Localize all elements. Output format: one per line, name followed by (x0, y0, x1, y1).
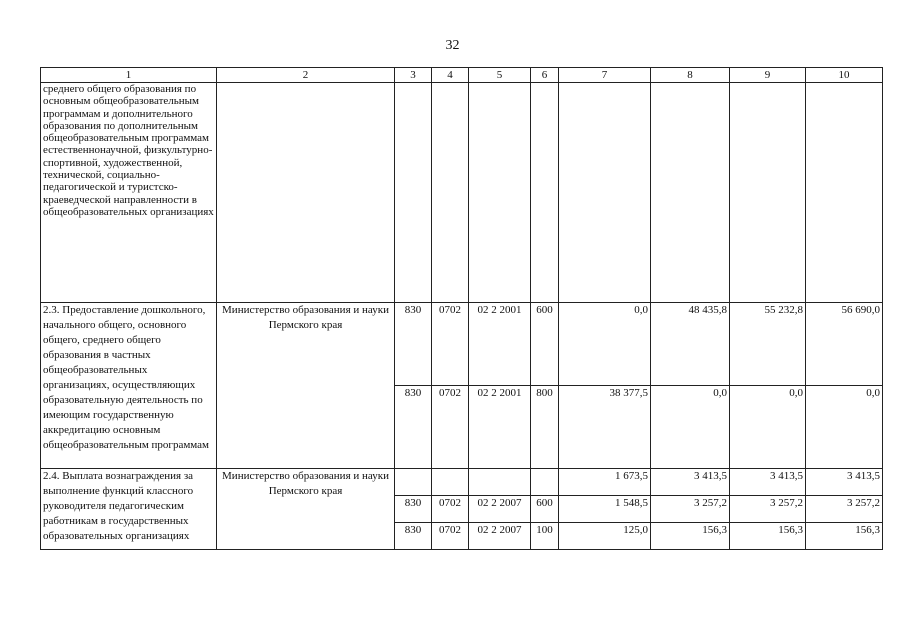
header-cell: 3 (395, 68, 432, 83)
cell-c8: 156,3 (651, 523, 730, 550)
cell-c8: 48 435,8 (651, 303, 730, 386)
cell-c10: 0,0 (806, 386, 883, 469)
cell-c3: 830 (395, 496, 432, 523)
header-cell: 10 (806, 68, 883, 83)
cell-c9: 156,3 (730, 523, 806, 550)
cell-c3: 830 (395, 303, 432, 386)
cell-c6: 600 (531, 496, 559, 523)
cell-c3: 830 (395, 523, 432, 550)
cell-c3 (395, 469, 432, 496)
cell-c8: 0,0 (651, 386, 730, 469)
table-row-continuation (41, 83, 883, 303)
cell-c4: 0702 (432, 303, 469, 386)
cell-c10: 156,3 (806, 523, 883, 550)
header-cell: 9 (730, 68, 806, 83)
cell-c6 (531, 469, 559, 496)
cell-c8: 3 257,2 (651, 496, 730, 523)
cell-c9: 3 257,2 (730, 496, 806, 523)
cell-c6: 600 (531, 303, 559, 386)
cell-c4: 0702 (432, 523, 469, 550)
cell-c5: 02 2 2001 (469, 386, 531, 469)
cell-c7: 38 377,5 (559, 386, 651, 469)
cell-c7: 1 673,5 (559, 469, 651, 496)
header-cell: 5 (469, 68, 531, 83)
header-cell: 8 (651, 68, 730, 83)
cell-c10: 56 690,0 (806, 303, 883, 386)
cell-c3: 830 (395, 386, 432, 469)
row-description: 2.3. Предоставление дошкольного, начального общего, основного общего, среднего общего образования в частных общеобразовательных организациях, осуществляющих образовательную деятельность по имеющим государственную аккредитацию основным общеобразовательным программам (41, 303, 217, 469)
cell-c5: 02 2 2001 (469, 303, 531, 386)
cell-c4: 0702 (432, 496, 469, 523)
cell-c8: 3 413,5 (651, 469, 730, 496)
header-cell: 6 (531, 68, 559, 83)
page-number: 32 (445, 38, 460, 53)
row-executor: Министерство образования и науки Пермского края (217, 303, 395, 469)
cell-c10: 3 413,5 (806, 469, 883, 496)
table-row-2-4 (41, 469, 883, 496)
cell-c7: 125,0 (559, 523, 651, 550)
cell-c7: 0,0 (559, 303, 651, 386)
header-cell: 1 (41, 68, 217, 83)
header-cell: 4 (432, 68, 469, 83)
cell-c9: 0,0 (730, 386, 806, 469)
row-description: среднего общего образования по основным общеобразовательным программам и дополнительного образования по дополнительным общеобразовательным программам естественнонаучной, физкультурно-спортивной, художественной, технической, социально-педагогической и туристско-краеведческой направленности в общеобразовательных организациях (41, 83, 217, 303)
cell-c5 (469, 469, 531, 496)
cell-c7: 1 548,5 (559, 496, 651, 523)
cell-c5: 02 2 2007 (469, 496, 531, 523)
cell-c5: 02 2 2007 (469, 523, 531, 550)
cell-c6: 100 (531, 523, 559, 550)
cell-c4 (432, 469, 469, 496)
row-description: 2.4. Выплата вознаграждения за выполнение функций классного руководителя педагогическим работникам в государственных образовательных организациях (41, 469, 217, 550)
cell-c6: 800 (531, 386, 559, 469)
cell-c9: 55 232,8 (730, 303, 806, 386)
budget-table (40, 67, 883, 550)
header-cell: 2 (217, 68, 395, 83)
header-cell: 7 (559, 68, 651, 83)
cell-c9: 3 413,5 (730, 469, 806, 496)
table-row-2-3 (41, 303, 883, 386)
cell-c10: 3 257,2 (806, 496, 883, 523)
row-executor: Министерство образования и науки Пермского края (217, 469, 395, 550)
header-row (41, 68, 883, 83)
cell-c4: 0702 (432, 386, 469, 469)
